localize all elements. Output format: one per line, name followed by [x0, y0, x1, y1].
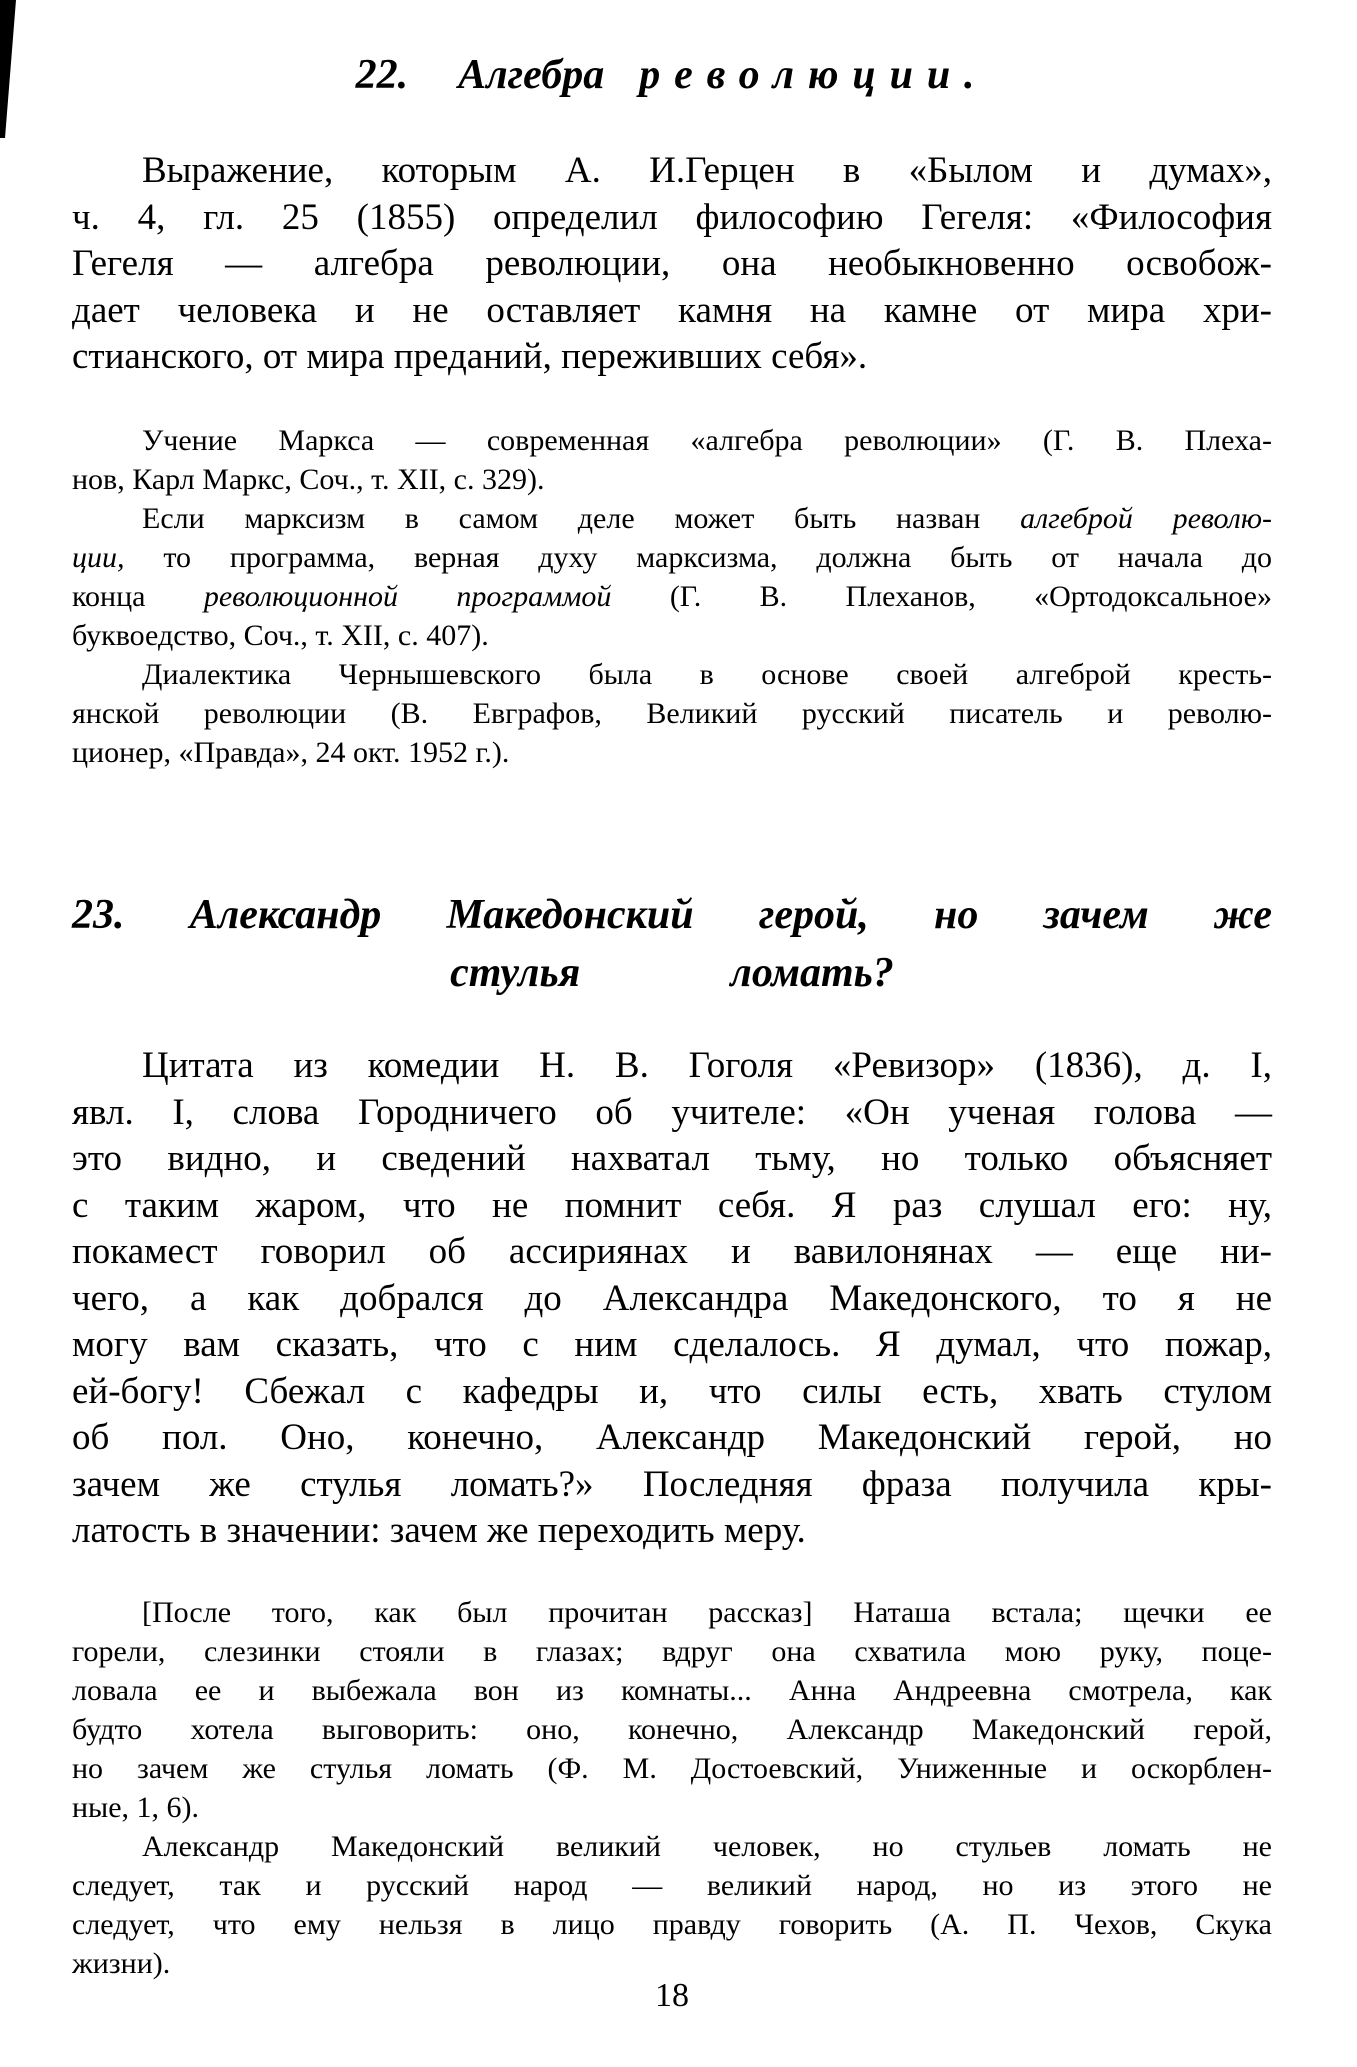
paragraph-line: это видно, и сведений нахватал тьму, но только объясняет [72, 1138, 1272, 1179]
entry-23-heading [72, 886, 1272, 1002]
citation-line: янской революции (В. Евграфов, Великий русский писатель и револю- [72, 697, 1272, 730]
paragraph-line: явл. I, слова Городничего об учителе: «Он ученая голова — [72, 1091, 1272, 1133]
citation-text: Если марксизм в самом деле может быть назван [142, 502, 1021, 535]
citation-text: конца [72, 580, 204, 613]
entry-22-paragraph [72, 148, 1272, 381]
paragraph-line: с таким жаром, что не помнит себя. Я раз слушал его: ну, [72, 1184, 1272, 1226]
citation-line: Диалектика Чернышевского была в основе своей алгеброй кресть- [142, 658, 1272, 691]
entry-22-citations [72, 421, 1272, 772]
citation-line [72, 538, 1272, 577]
entry-23-heading-line1 [72, 886, 1272, 944]
citation-line: Учение Маркса — современная «алгебра революции» (Г. В. Плеха- [142, 424, 1272, 457]
entry-23-citations [72, 1593, 1272, 1983]
citation-line: ционер, «Правда», 24 окт. 1952 г.). [72, 736, 510, 769]
paragraph-line: латость в значении: зачем же переходить меру. [72, 1510, 806, 1551]
citation-line: будто хотела выговорить: оно, конечно, Александр Македонский герой, [72, 1713, 1272, 1746]
entry-23-title-word: ломать? [730, 950, 894, 996]
entry-22-title-word-spaced: революции. [639, 52, 989, 98]
citation-line: нов, Карл Маркс, Соч., т. XII, с. 329). [72, 463, 545, 496]
entry-23-title-word: стулья [450, 950, 581, 996]
citation-line: следует, так и русский народ — великий народ, но из этого не [72, 1869, 1272, 1902]
entry-23-heading-line2 [72, 944, 1272, 1002]
citation-line [72, 577, 1272, 616]
paragraph-line: Выражение, которым А. И.Герцен в «Былом и думах», [142, 150, 1272, 191]
citation-line: ные, 1, 6). [72, 1791, 200, 1824]
paragraph-line: Цитата из комедии Н. В. Гоголя «Ревизор» (1836), д. I, [142, 1045, 1272, 1086]
paragraph-line: дает человека и не оставляет камня на камне от мира хри- [72, 289, 1272, 331]
citation-line: горели, слезинки стояли в глазах; вдруг она схватила мою руку, поце- [72, 1635, 1272, 1668]
entry-23-title: Александр Македонский герой, но зачем же [189, 892, 1273, 938]
citation-line [72, 499, 1272, 538]
paragraph-line: зачем же стулья ломать?» Последняя фраза получила кры- [72, 1463, 1272, 1505]
entry-22-number: 22. [355, 52, 409, 98]
citation-line: следует, что ему нельзя в лицо правду говорить (А. П. Чехов, Скука [72, 1908, 1272, 1941]
paragraph-line: Гегеля — алгебра революции, она необыкновенно освобож- [72, 243, 1272, 284]
citation-text: (Г. В. Плеханов, «Ортодоксальное» [611, 580, 1272, 613]
paragraph-line: ч. 4, гл. 25 (1855) определил философию Гегеля: «Философия [72, 196, 1272, 238]
citation-emphasis: революционной программой [203, 580, 612, 613]
citation-line: ловала ее и выбежала вон из комнаты... Анна Андреевна смотрела, как [72, 1674, 1272, 1707]
citation-line: Александр Македонский великий человек, но стульев ломать не [142, 1830, 1272, 1863]
citation-emphasis: алгеброй револю- [1020, 502, 1272, 535]
entry-22-heading [72, 50, 1272, 100]
paragraph-line: ей-богу! Сбежал с кафедры и, что силы есть, хвать стулом [72, 1370, 1272, 1412]
citation-line: но зачем же стулья ломать (Ф. М. Достоевский, Униженные и оскорблен- [72, 1752, 1272, 1785]
citation-line: [После того, как был прочитан рассказ] Наташа встала; щечки ее [142, 1596, 1272, 1629]
paragraph-line: могу вам сказать, что с ним сделалось. Я думал, что пожар, [72, 1324, 1272, 1365]
citation-text: то программа, верная духу марксизма, должна быть от начала до [124, 541, 1272, 574]
entry-22-title-word: Алгебра [458, 52, 605, 98]
scan-artifact [0, 0, 16, 138]
citation-line: буквоедство, Соч., т. XII, с. 407). [72, 619, 489, 652]
citation-line: жизни). [72, 1947, 171, 1980]
paragraph-line: покамест говорил об ассириянах и вавилонянах — еще ни- [72, 1231, 1272, 1272]
page-number: 18 [655, 1977, 689, 2014]
entry-23-number: 23. [72, 892, 125, 938]
citation-emphasis: ции, [72, 541, 125, 574]
entry-23-paragraph [72, 1043, 1272, 1555]
paragraph-line: об пол. Оно, конечно, Александр Македонский герой, но [72, 1417, 1272, 1458]
paragraph-line: чего, а как добрался до Александра Македонского, то я не [72, 1277, 1272, 1319]
paragraph-line: стианского, от мира преданий, переживших себя». [72, 336, 868, 377]
